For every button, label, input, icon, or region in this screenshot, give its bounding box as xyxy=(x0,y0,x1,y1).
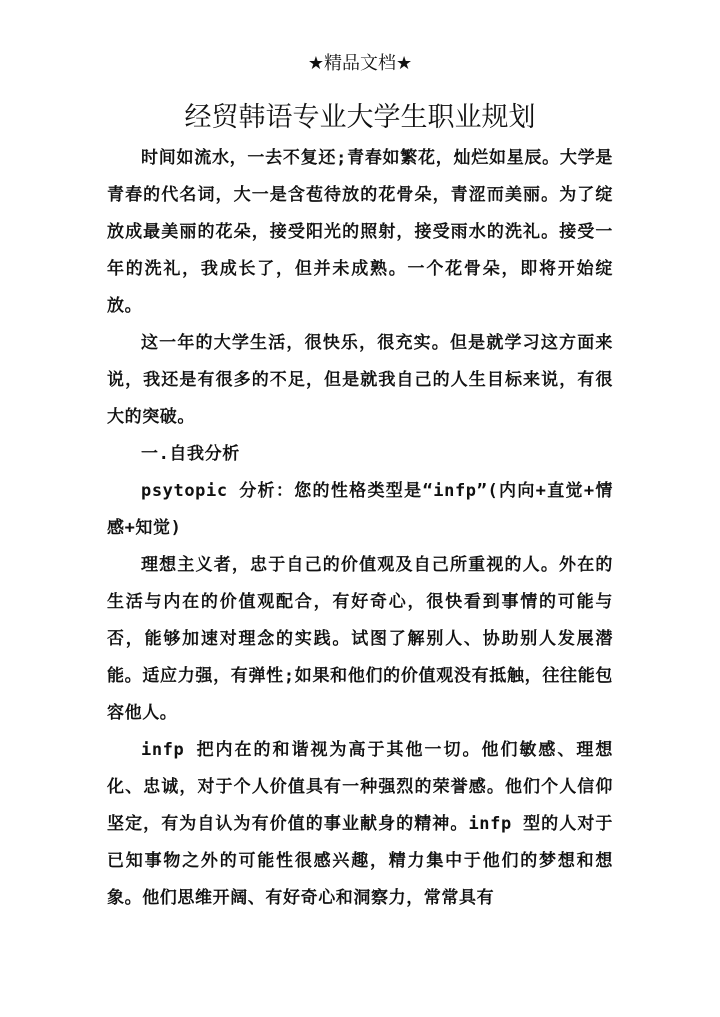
paragraph-intro: 时间如流水，一去不复还;青春如繁花，灿烂如星辰。大学是青春的代名词，大一是含苞待放的花骨朵，青涩而美丽。为了绽放成最美丽的花朵，接受阳光的照射，接受雨水的洗礼。接受一年的洗礼，我成长了，但并未成熟。一个花骨朵，即将开始绽放。 xyxy=(107,148,613,316)
paragraph-psytopic: psytopic 分析：您的性格类型是“infp”(内向+直觉+情感+知觉) xyxy=(107,481,613,538)
paragraph-reflection: 这一年的大学生活，很快乐，很充实。但是就学习这方面来说，我还是有很多的不足，但是就我自己的人生目标来说，有很大的突破。 xyxy=(107,333,613,427)
section-heading-self-analysis: 一.自我分析 xyxy=(141,444,240,464)
paragraph-idealist: 理想主义者，忠于自己的价值观及自己所重视的人。外在的生活与内在的价值观配合，有好奇心，很快看到事情的可能与否，能够加速对理念的实践。试图了解别人、协助别人发展潜能。适应力强，有弹性;如果和他们的价值观没有抵触，往往能包容他人。 xyxy=(107,555,613,723)
document-title: 经贸韩语专业大学生职业规划 xyxy=(184,102,536,133)
document-body xyxy=(107,140,613,917)
paragraph-infp: infp 把内在的和谐视为高于其他一切。他们敏感、理想化、忠诚，对于个人价值具有一种强烈的荣誉感。他们个人信仰坚定，有为自认为有价值的事业献身的精神。infp 型的人对于已知事物之外的可能性很感兴趣，精力集中于他们的梦想和想象。他们思维开阔、有好奇心和洞察力，常常具有 xyxy=(107,740,613,908)
header-mark: ★精品文档★ xyxy=(307,53,413,74)
